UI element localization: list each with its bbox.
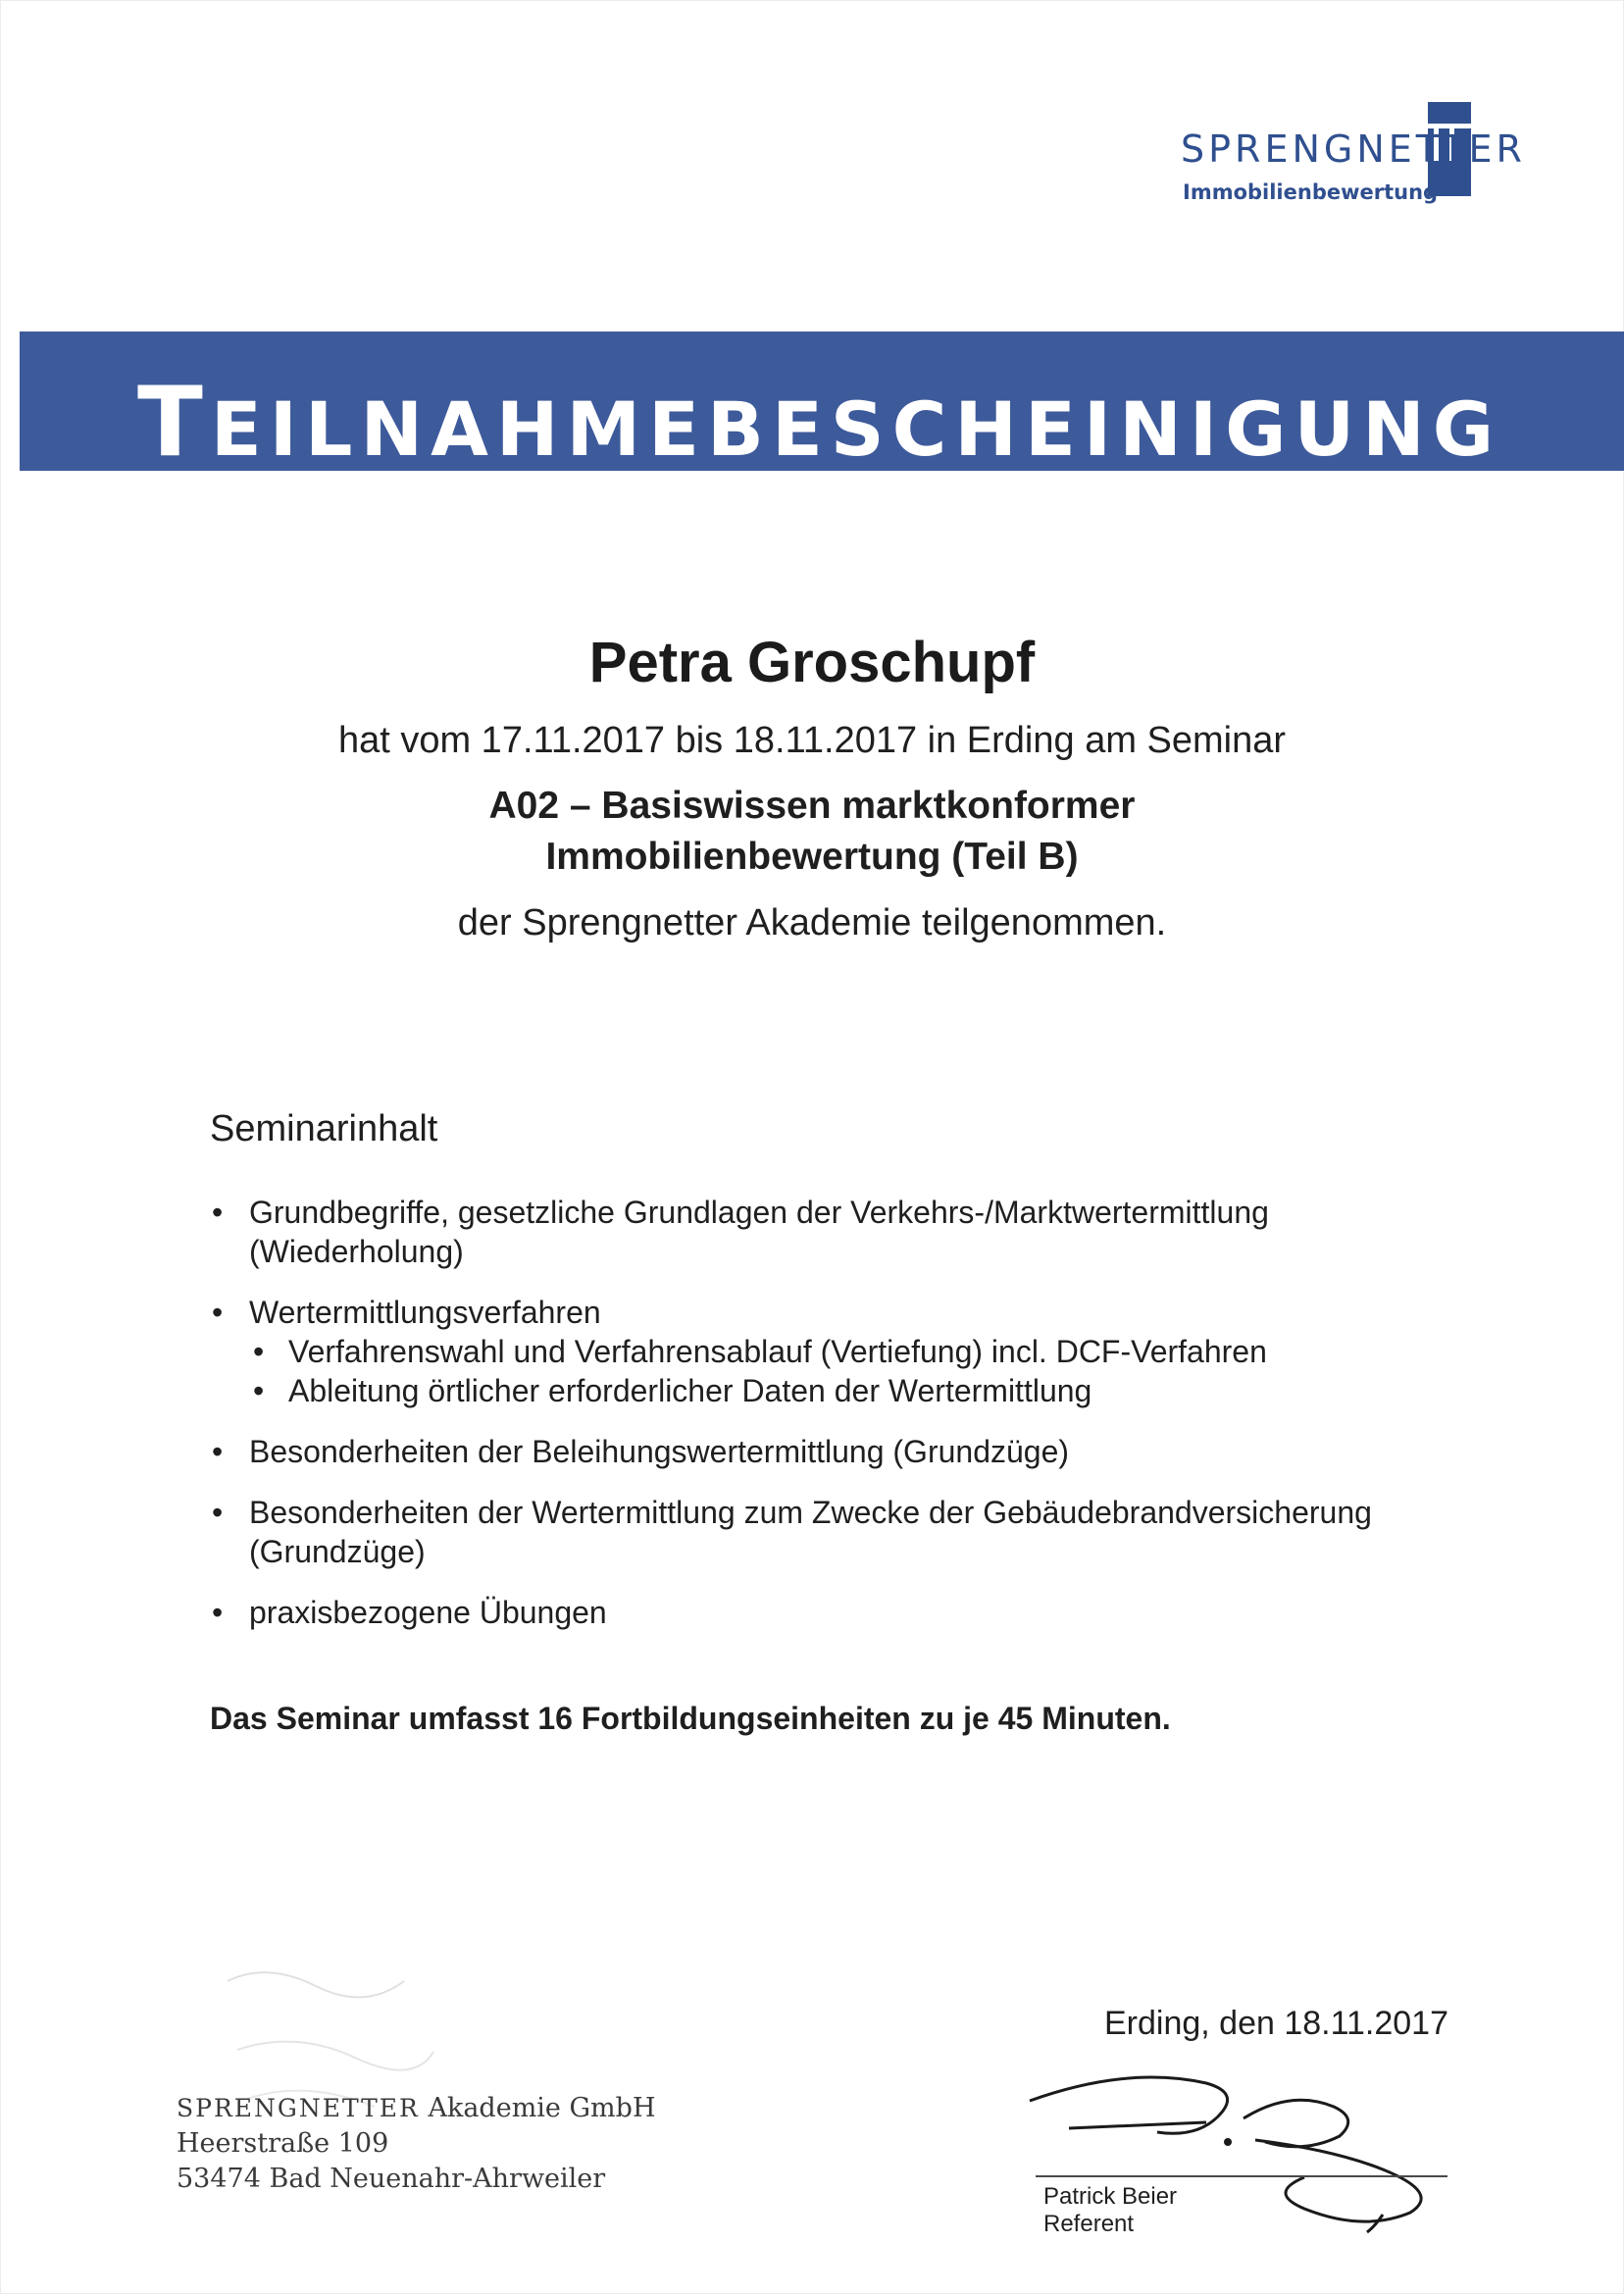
title-initial: T bbox=[137, 367, 211, 471]
sub-list-item: • Verfahrenswahl und Verfahrensablauf (Vertiefung) incl. DCF-Verfahren bbox=[249, 1332, 1485, 1371]
list-item-text: • Grundbegriffe, gesetzliche Grundlagen der Verkehrs-/Marktwertermittlung bbox=[249, 1195, 1269, 1230]
company-address bbox=[177, 2091, 656, 2197]
content-list bbox=[210, 1193, 1485, 1632]
address-city: 53474 Bad Neuenahr-Ahrweiler bbox=[177, 2164, 606, 2194]
list-item-text: • praxisbezogene Übungen bbox=[249, 1595, 607, 1630]
list-item bbox=[210, 1593, 1485, 1632]
address-brand: SPRENGNETTER bbox=[177, 2094, 420, 2122]
logo-subtitle: Immobilienbewertung bbox=[1183, 180, 1439, 204]
seminar-summary: Das Seminar umfasst 16 Fortbildungseinheiten zu je 45 Minuten. bbox=[210, 1701, 1171, 1736]
seminar-title-line1: A02 – Basiswissen marktkonformer bbox=[488, 785, 1136, 827]
address-street: Heerstraße 109 bbox=[177, 2128, 389, 2159]
list-item bbox=[210, 1193, 1485, 1271]
logo-name: SPRENGNETTER bbox=[1181, 127, 1526, 171]
list-item-text: • Besonderheiten der Beleihungswertermittlung (Grundzüge) bbox=[249, 1434, 1070, 1469]
signer-role: Referent bbox=[1043, 2211, 1135, 2237]
academy-line: der Sprengnetter Akademie teilgenommen. bbox=[457, 902, 1167, 943]
recipient-name: Petra Groschupf bbox=[588, 631, 1036, 694]
document-title bbox=[137, 367, 1502, 471]
title-band bbox=[20, 331, 1624, 471]
sub-list-item: • Ableitung örtlicher erforderlicher Daten der Wertermittlung bbox=[249, 1371, 1485, 1410]
company-logo bbox=[1181, 127, 1553, 206]
place-date: Erding, den 18.11.2017 bbox=[1104, 2005, 1448, 2042]
list-item-text: (Wiederholung) bbox=[249, 1234, 464, 1269]
address-company bbox=[177, 2091, 656, 2126]
list-item bbox=[210, 1293, 1485, 1410]
content-heading: Seminarinhalt bbox=[210, 1108, 438, 1149]
seminar-title-line2: Immobilienbewertung (Teil B) bbox=[545, 836, 1079, 878]
title-rest: EILNAHMEBESCHEINIGUNG bbox=[210, 385, 1502, 471]
signer-name: Patrick Beier bbox=[1043, 2183, 1178, 2210]
list-item bbox=[210, 1432, 1485, 1471]
attendance-line: hat vom 17.11.2017 bis 18.11.2017 in Erding am Seminar bbox=[337, 720, 1287, 761]
signature-line bbox=[1036, 2175, 1447, 2177]
list-item-text: • Besonderheiten der Wertermittlung zum Zwecke der Gebäudebrandversicherung bbox=[249, 1495, 1372, 1530]
list-item-text: (Grundzüge) bbox=[249, 1534, 426, 1569]
address-company-rest: Akademie GmbH bbox=[419, 2093, 656, 2123]
list-item-text: • Wertermittlungsverfahren bbox=[249, 1295, 601, 1330]
list-item bbox=[210, 1493, 1485, 1571]
sub-list bbox=[249, 1332, 1485, 1410]
